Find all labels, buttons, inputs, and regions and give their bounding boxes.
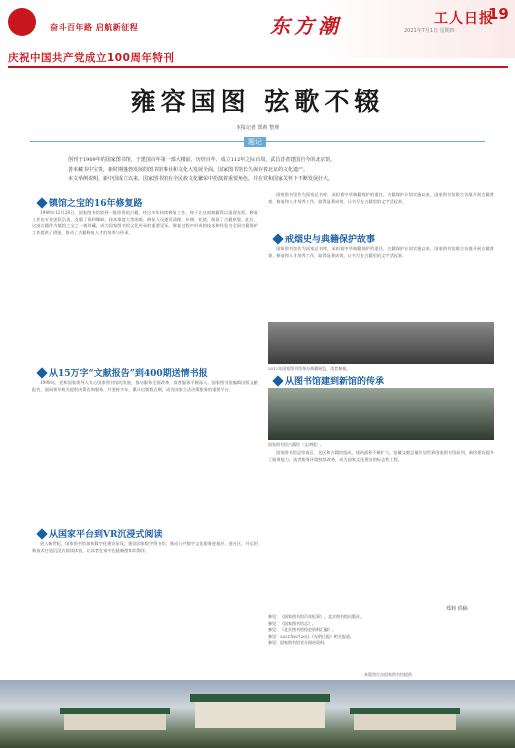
building-facade xyxy=(64,714,166,730)
section-title: 戒烟史与典籍保护故事 xyxy=(274,232,375,245)
section-body: 国家图书馆总馆南区、北区和古籍馆组成，建筑面积不断扩大，馆藏文献总量位居世界国家图书馆前列。新馆建设提升了服务能力，读者服务环境持续改善，成为国家文化建设的标志性工程。 xyxy=(268,450,494,462)
section-body-continued: 国家图书馆作为国家总书库，承担着中华典籍保护的重任。古籍保护计划实施以来，国家图书馆联合各地开展古籍普查、修复和人才培养工作，取得显著成效，让书写在古籍里的文字活起来。 xyxy=(268,192,494,204)
lead-paragraph: 本文举例说明，新中国成立以来，国家图书馆在全民族文化繁荣中扮演着重要角色，并在党和国家关怀下不断发展壮大。 xyxy=(68,176,334,182)
diamond-icon xyxy=(36,367,47,378)
wenjin-building-photo xyxy=(268,388,494,440)
section-title: 镇馆之宝的16年修复路 xyxy=(38,196,143,209)
diamond-icon xyxy=(272,375,283,386)
diamond-icon xyxy=(36,528,47,539)
lead-tag: 题记 xyxy=(244,137,266,147)
date-line: 2021年7月1日 星期四 xyxy=(404,28,455,34)
newspaper-name: 工人日报 xyxy=(434,11,494,27)
roof-shape xyxy=(190,694,330,702)
special-issue-title: 庆祝中国共产党成立100周年特刊 xyxy=(8,52,175,64)
national-library-building-photo xyxy=(0,680,515,748)
reading-room-photo xyxy=(268,322,494,364)
author-note: 郑莉 供稿 xyxy=(446,606,468,612)
section-title: 从15万字“文献报告”到400期送情书报 xyxy=(38,366,208,379)
reference-item: 参见：国家图书馆官方网站资料。 xyxy=(268,640,328,645)
headline: 雍容国图 弦歌不辍 xyxy=(130,87,385,116)
section-body: 1998年，党和国家领导人关心国家图书馆的发展，推动服务全面改革，读者服务不断深入。国家图书馆编辑出版文献报告，面向领导机关提供决策咨询服务，并坚持多年，累计出版数百期，成为国家立法决策服务的重要平台。 xyxy=(32,380,258,392)
page-number: 19 xyxy=(488,5,509,23)
lead-paragraph: 创刊于1909年的国家图书馆，于建国百年第一部大楼前，历经百年，成立112年之际百周，武昌昔者建国自今的北京馆。 xyxy=(68,157,336,163)
lead-paragraph: 善本藏书中宝贵，新时期蓬勃发展的图书馆事业和文化大发展全面，国家图书馆长久保存着北京的文化遗产。 xyxy=(68,166,309,173)
diamond-icon xyxy=(36,197,47,208)
photo-caption: 2012年国家图书馆举办典籍展览，读者参观。 xyxy=(268,366,351,371)
reference-item: 参见：《国家图书馆百年纪事》，北京图书馆出版社。 xyxy=(268,614,364,619)
byline: 本报记者 郑莉 整理 xyxy=(235,125,280,131)
photo-credit: 本版图片由国家图书馆提供 xyxy=(364,672,412,677)
references xyxy=(268,614,508,647)
section-title: 从国家平台到VR沉浸式阅读 xyxy=(38,527,162,540)
slogan-text: 奋斗百年路 启航新征程 xyxy=(50,23,139,32)
reference-item: 参见：《国家图书馆志》。 xyxy=(268,620,316,626)
section-title: 从图书馆建到新馆的传承 xyxy=(274,374,384,387)
photo-caption: 国家图书馆古籍馆（文津楼）。 xyxy=(268,442,324,447)
header-rule xyxy=(8,66,508,68)
section-body: 进入新世纪，国家图书馆加快数字化建设步伐，建设国家数字图书馆，推动公共数字文化服务进基层、进社区，并运用新技术打造沉浸式阅读体验，让读者在家中也能畅游知识海洋。 xyxy=(32,541,258,553)
section-body: 1949年12月28日，国家图书馆收到一批珍贵的古籍，经过多年持续修复工作，终于让这部典籍得以重现光彩。修复工作由专业团队负责，克服了资料稀缺、技术难度大等困难。修复人员逐页清理、补缀、托裱，保留了古籍原貌。此后，这部古籍作为镇馆之宝之一被珍藏，成为国家图书馆文化传承的重要见证。修复过程中形成的技术和经验为全国古籍保护工作提供了借鉴，推动了古籍修复人才的培养与传承。 xyxy=(32,210,258,235)
reference-item: 参见：《北京图书馆馆史资料汇编》。 xyxy=(268,627,336,632)
section-body: 国家图书馆作为国家总书库，承担着中华典籍保护的重任。古籍保护计划实施以来，国家图书馆联合各地开展古籍普查、修复和人才培养工作，取得显著成效，让书写在古籍里的文字活起来。 xyxy=(268,246,494,258)
building-facade xyxy=(195,702,325,728)
party-emblem-icon xyxy=(8,8,36,36)
section-name: 东方潮 xyxy=(270,14,342,38)
lead-text xyxy=(58,156,458,185)
reference-item: 参见：2021年6月20日《光明日报》相关报道。 xyxy=(268,633,354,639)
diamond-icon xyxy=(272,233,283,244)
building-facade xyxy=(354,714,456,730)
